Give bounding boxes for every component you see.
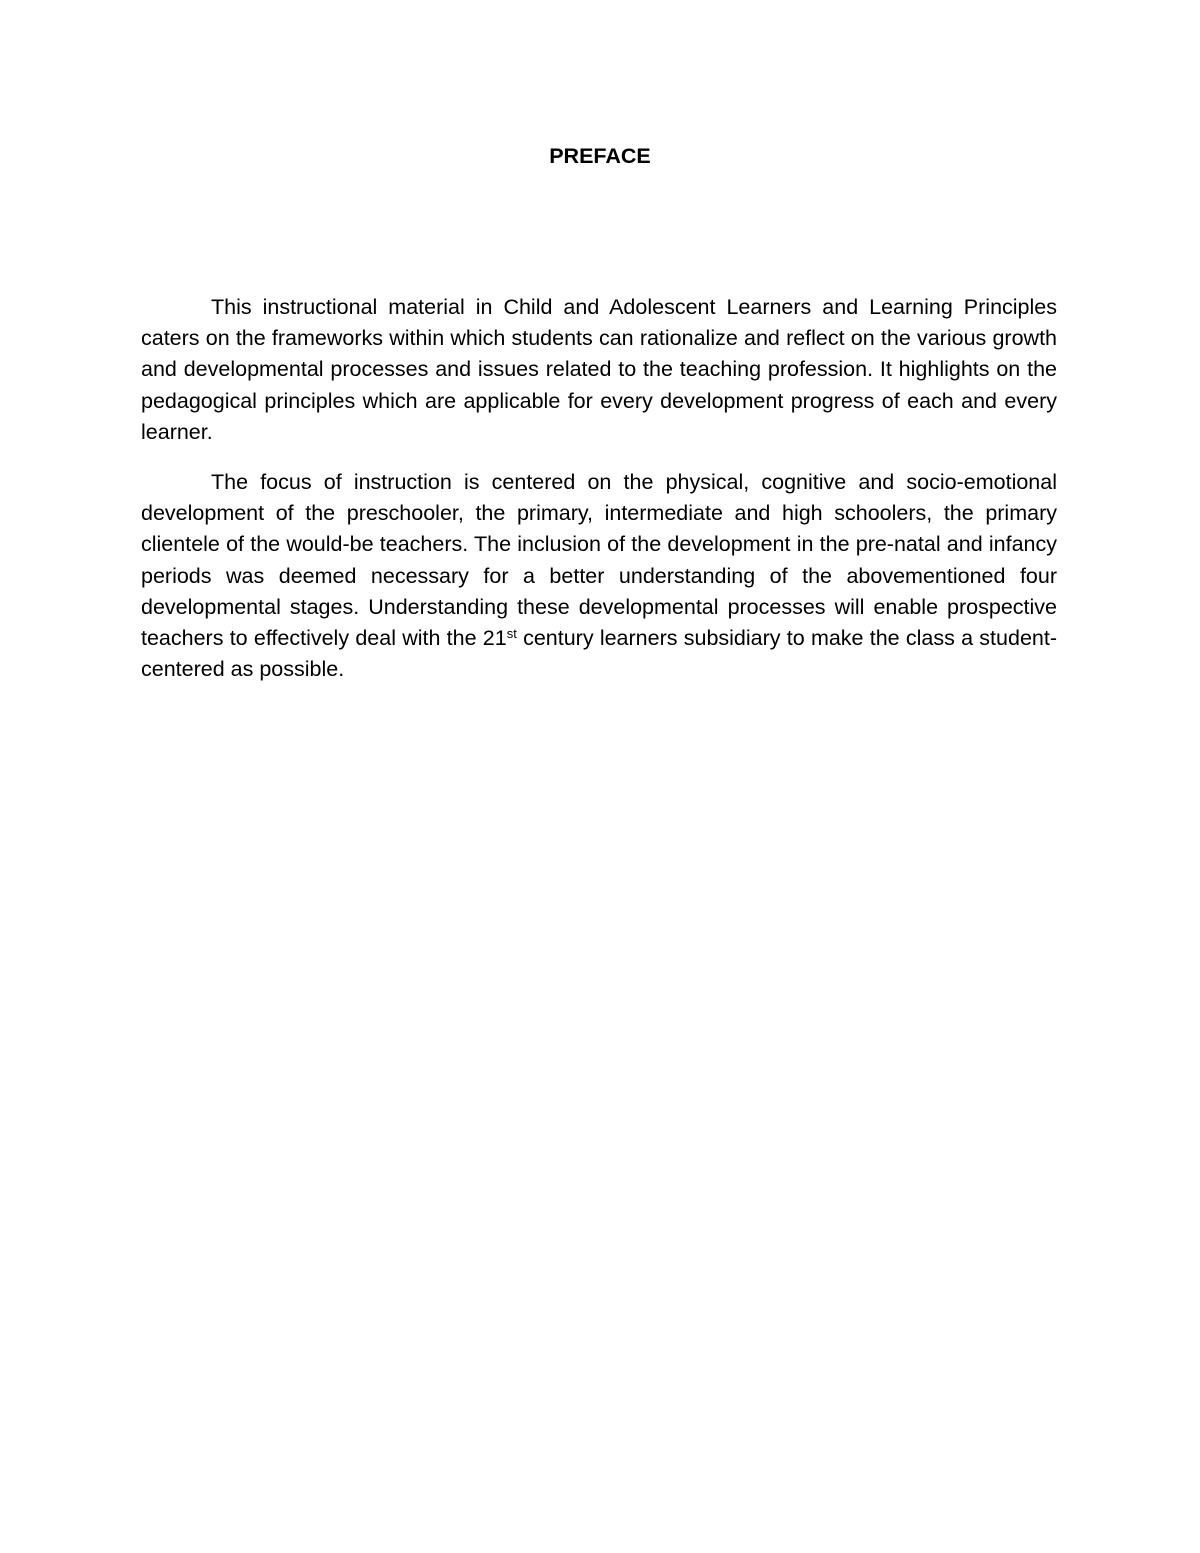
paragraph-2 bbox=[141, 467, 1057, 685]
page-title: PREFACE bbox=[549, 144, 651, 168]
paragraph-2-main: The focus of instruction is centered on the physical, cognitive and socio-emotional development of the preschooler, the primary, intermediate and high schoolers, the primary clientele of the would-be teachers. The inclusion of the development in the pre-natal and infancy periods was deemed necessary for a better understanding of the abovementioned four developmental stages. Understanding these developmental processes will enable prospective teachers to effectively deal with the 21 bbox=[141, 470, 1057, 651]
paragraph-2-end: century learners subsidiary to make the class a student-centered as possible. bbox=[141, 626, 1057, 682]
ordinal-superscript: st bbox=[506, 626, 517, 642]
paragraph-1: This instructional material in Child and Adolescent Learners and Learning Principles caters on the frameworks within which students can rationalize and reflect on the various growth and developmental processes and issues related to the teaching profession. It highlights on the pedagogical principles which are applicable for every development progress of each and every learner. bbox=[141, 295, 1057, 444]
preface-body bbox=[141, 292, 1057, 704]
